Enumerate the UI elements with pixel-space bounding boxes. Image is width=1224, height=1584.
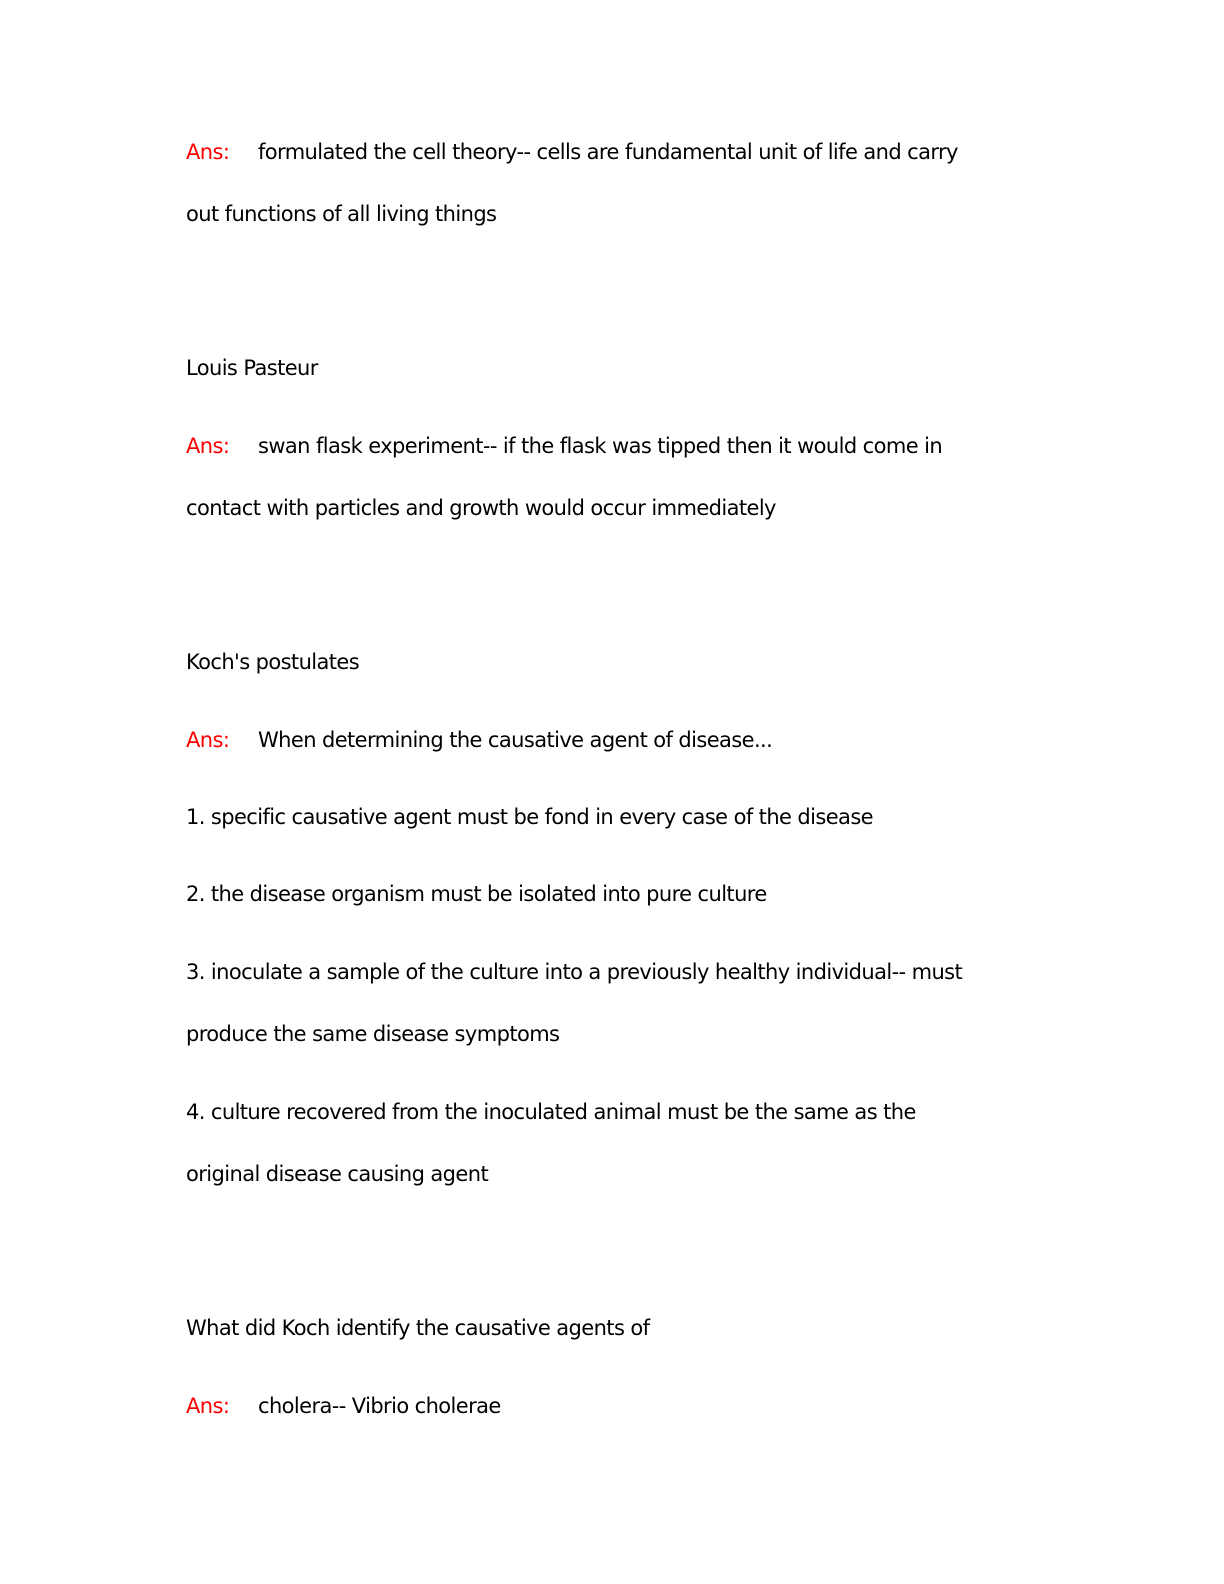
answer-line — [186, 1393, 501, 1419]
list-item: 2. the disease organism must be isolated into pure culture — [186, 882, 767, 906]
list-item-continuation: original disease causing agent — [186, 1162, 489, 1186]
question-text: What did Koch identify the causative agents of — [186, 1316, 650, 1340]
ans-label: Ans: — [186, 728, 230, 752]
list-item: 4. culture recovered from the inoculated animal must be the same as the — [186, 1100, 916, 1124]
answer-continuation: out functions of all living things — [186, 202, 497, 226]
list-item: 1. specific causative agent must be fond in every case of the disease — [186, 805, 873, 829]
ans-label: Ans: — [186, 140, 230, 164]
answer-text: cholera-- Vibrio cholerae — [258, 1394, 501, 1418]
answer-text: swan flask experiment-- if the flask was tipped then it would come in — [258, 434, 943, 458]
list-item: 3. inoculate a sample of the culture into a previously healthy individual-- must — [186, 960, 963, 984]
question-text: Louis Pasteur — [186, 356, 318, 380]
answer-line — [186, 727, 772, 753]
answer-text: When determining the causative agent of disease... — [258, 728, 773, 752]
list-item-continuation: produce the same disease symptoms — [186, 1022, 560, 1046]
ans-label: Ans: — [186, 434, 230, 458]
answer-continuation: contact with particles and growth would occur immediately — [186, 496, 776, 520]
answer-text: formulated the cell theory-- cells are fundamental unit of life and carry — [258, 140, 958, 164]
question-text: Koch's postulates — [186, 650, 360, 674]
answer-line — [186, 139, 958, 165]
ans-label: Ans: — [186, 1394, 230, 1418]
answer-line — [186, 433, 942, 459]
